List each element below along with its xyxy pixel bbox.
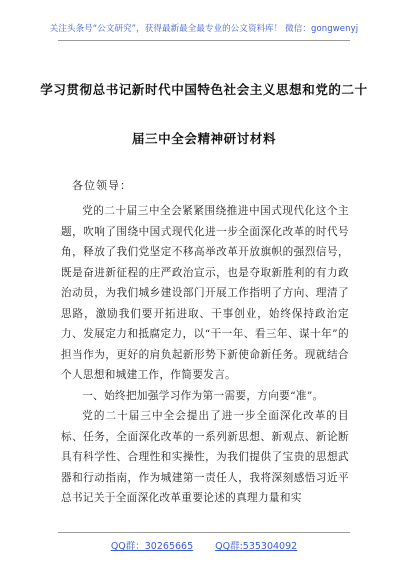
document-body (61, 201, 349, 509)
footer-divider (58, 532, 350, 533)
document-title-line-1: 学习贯彻总书记新时代中国特色社会主义思想和党的二十 (40, 82, 368, 97)
salutation: 各位领导： (72, 179, 132, 192)
footer-qq-group-1: QQ群：30265665 (110, 541, 194, 552)
footer-qq-group-2: QQ群:535304092 (215, 541, 298, 552)
footer (0, 538, 408, 552)
paragraph-intro: 党的二十届三中全会紧紧围绕推进中国式现代化这个主题，吹响了围绕中国式现代化进一步全面深化改革的时代号角，释放了我们党坚定不移高举改革开放旗帜的强烈信号，既是奋进新征程的庄严政治宣示，也是夺取新胜利的有力政治动员，为我们城乡建设部门开展工作指明了方向、理清了思路，激励我们要开拓进取、干事创业，始终保持政治定力、发展定力和抵腐定力，以“干一年、看三年、谋十年”的担当作为，更好的肩负起新形势下新使命新任务。现就结合个人思想和城建工作，作简要发言。 (61, 205, 349, 381)
section-heading-1: 一、始终把加强学习作为第一需要，方向要“准”。 (82, 389, 324, 402)
document-title-line-2: 届三中全会精神研讨材料 (131, 131, 277, 146)
paragraph-section-1: 党的二十届三中全会提出了进一步全面深化改革的目标、任务，全面深化改革的一系列新思想、新观点、新论断具有科学性、合理性和实操性，为我们提供了宝贵的思想武器和行动指南，作为城建第一责任人，我将深刻感悟习近平总书记关于全面深化改革重要论述的真理力量和实 (61, 410, 349, 504)
header-divider (58, 40, 350, 41)
header-note: 关注头条号“公文研究”，获得最新最全最专业的公文资料库！ 微信：gongwenyj (49, 24, 359, 34)
